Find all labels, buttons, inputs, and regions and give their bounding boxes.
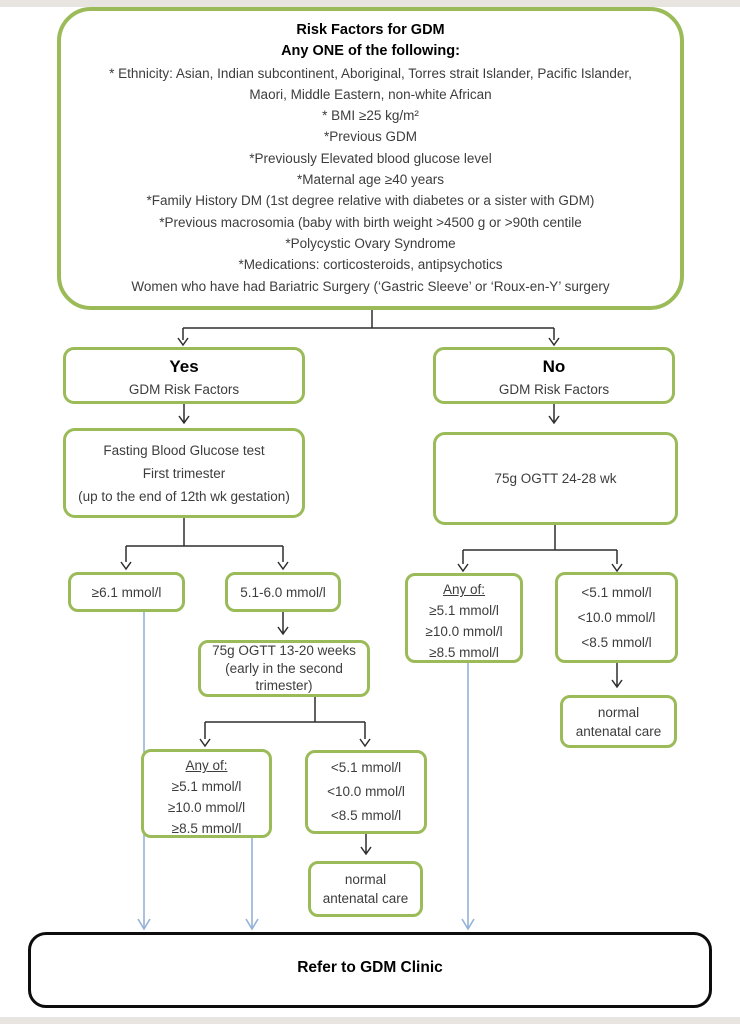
- arrow-mid-to-ogtt2: [278, 612, 288, 634]
- threshold-value: <8.5 mmol/l: [330, 808, 402, 823]
- yes-decision-box: [63, 347, 305, 404]
- normal-care-box-right: [560, 695, 677, 748]
- test-line: trimester): [255, 678, 313, 694]
- care-line: normal: [344, 872, 387, 887]
- refer-gdm-clinic-box: [28, 932, 712, 1008]
- normal-care-box-left: [308, 861, 423, 917]
- risk-factors-subtitle: Any ONE of the following:: [281, 43, 460, 60]
- risk-factors-title: Risk Factors for GDM: [296, 22, 445, 38]
- yes-sublabel: GDM Risk Factors: [128, 382, 240, 397]
- test-line: Fasting Blood Glucose test: [103, 442, 265, 458]
- risk-factor-item: *Previously Elevated blood glucose level: [249, 150, 492, 166]
- threshold-value: <10.0 mmol/l: [577, 610, 656, 625]
- normal-results-box-left: [305, 750, 427, 834]
- risk-factor-item: Maori, Middle Eastern, non-white African: [249, 86, 492, 102]
- test-line: 75g OGTT 24-28 wk: [494, 471, 617, 486]
- care-line: antenatal care: [322, 891, 409, 906]
- referral-line-anyof-left: [246, 838, 258, 929]
- result-value: 5.1-6.0 mmol/l: [240, 584, 326, 600]
- risk-factor-item: *Previous GDM: [323, 129, 418, 145]
- abnormal-results-box-right: [405, 573, 523, 663]
- no-decision-box: [433, 347, 675, 404]
- threshold-value: ≥5.1 mmol/l: [429, 603, 499, 618]
- threshold-value: ≥10.0 mmol/l: [167, 800, 246, 815]
- abnormal-results-box-left: [141, 749, 272, 838]
- arrow-ogtt2-to-results: [200, 697, 370, 746]
- refer-gdm-clinic-label: Refer to GDM Clinic: [297, 959, 443, 976]
- arrow-ogtt1-to-results: [458, 525, 622, 571]
- arrow-riskbox-to-decisions: [178, 310, 559, 345]
- normal-results-box-right: [555, 572, 678, 663]
- risk-factor-item: *Medications: corticosteroids, antipsychotics: [238, 257, 503, 273]
- test-line: (early in the second: [225, 660, 343, 676]
- threshold-value: <5.1 mmol/l: [330, 760, 402, 775]
- ogtt-24-28-box: [433, 432, 678, 525]
- threshold-value: ≥5.1 mmol/l: [171, 779, 242, 794]
- no-label: No: [542, 357, 566, 376]
- risk-factor-item: Women who have had Bariatric Surgery (‘Gastric Sleeve’ or ‘Roux-en-Y’ surgery: [131, 278, 610, 294]
- threshold-value: ≥10.0 mmol/l: [425, 624, 503, 639]
- risk-factor-item: * Ethnicity: Asian, Indian subcontinent, Aboriginal, Torres strait Islander, Pacific Islander,: [109, 65, 632, 81]
- arrow-ltbox-to-normal-left: [361, 834, 371, 854]
- threshold-value: ≥8.5 mmol/l: [429, 645, 499, 660]
- arrow-ltbox-to-normal-right: [612, 663, 622, 687]
- arrow-yes-to-fasting: [179, 404, 189, 423]
- risk-factors-box: [57, 7, 684, 310]
- risk-factor-item: * BMI ≥25 kg/m²: [322, 108, 419, 124]
- page-bottom-edge: [0, 1017, 740, 1024]
- test-line: (up to the end of 12th wk gestation): [78, 488, 290, 504]
- threshold-value: ≥8.5 mmol/l: [171, 821, 242, 836]
- any-of-label: Any of:: [442, 582, 486, 597]
- result-mid-box: [225, 572, 341, 612]
- risk-factor-item: *Polycystic Ovary Syndrome: [285, 235, 456, 251]
- referral-line-anyof-right: [462, 663, 474, 929]
- arrow-no-to-ogtt1: [549, 404, 559, 423]
- arrow-fasting-to-results: [121, 518, 288, 569]
- care-line: antenatal care: [575, 723, 662, 739]
- care-line: normal: [597, 704, 640, 720]
- result-high-box: [68, 572, 185, 612]
- test-line: 75g OGTT 13-20 weeks: [212, 643, 356, 659]
- threshold-value: <8.5 mmol/l: [581, 635, 652, 650]
- threshold-value: <5.1 mmol/l: [581, 585, 652, 600]
- any-of-label: Any of:: [185, 758, 228, 773]
- result-value: ≥6.1 mmol/l: [91, 584, 162, 600]
- risk-factor-item: *Maternal age ≥40 years: [297, 172, 444, 188]
- ogtt-13-20-box: [198, 640, 370, 697]
- no-sublabel: GDM Risk Factors: [498, 382, 610, 397]
- risk-factor-item: *Previous macrosomia (baby with birth weight >4500 g or >90th centile: [159, 214, 582, 230]
- yes-label: Yes: [169, 357, 199, 376]
- risk-factor-item: *Family History DM (1st degree relative with diabetes or a sister with GDM): [146, 193, 595, 209]
- threshold-value: <10.0 mmol/l: [327, 784, 405, 799]
- page-top-edge: [0, 0, 740, 7]
- fasting-glucose-test-box: [63, 428, 305, 518]
- test-line: First trimester: [142, 465, 226, 481]
